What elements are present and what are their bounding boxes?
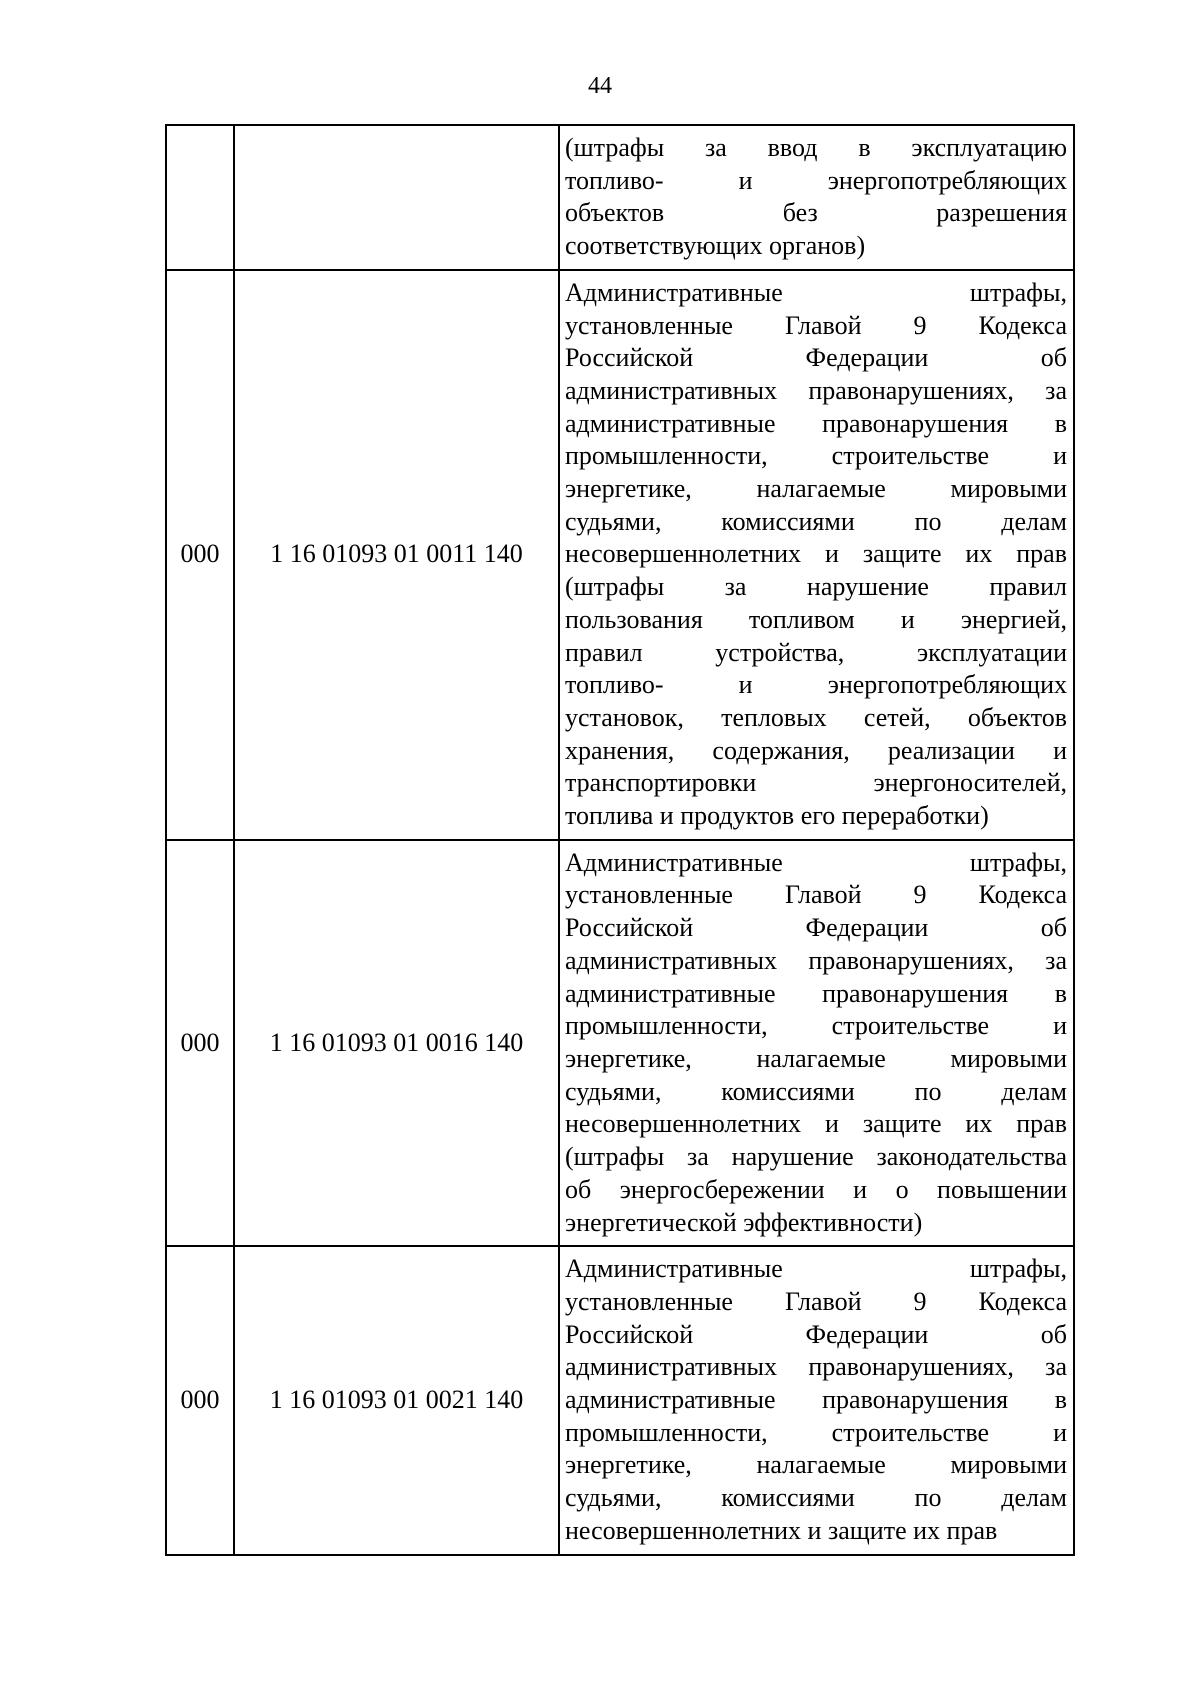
revenue-name-line: промышленности, строительстве и bbox=[565, 441, 1067, 471]
revenue-name-cell bbox=[559, 840, 1074, 1246]
revenue-name-cell bbox=[559, 1246, 1074, 1554]
page-number: 44 bbox=[588, 73, 612, 99]
budget-classification-code-cell: 1 16 01093 01 0016 140 bbox=[234, 840, 559, 1246]
table-body bbox=[166, 125, 1074, 1555]
revenue-name-line: Административные штрафы, bbox=[565, 1254, 1067, 1284]
revenue-name-line: топлива и продуктов его переработки) bbox=[565, 801, 989, 831]
admin-code-cell bbox=[166, 125, 234, 270]
revenue-name-line: административные правонарушения в bbox=[565, 1385, 1067, 1415]
revenue-name-line: объектов без разрешения bbox=[565, 198, 1067, 228]
revenue-name-line: несовершеннолетних и защите их прав bbox=[565, 1109, 1067, 1139]
revenue-name-line: установленные Главой 9 Кодекса bbox=[565, 1286, 1067, 1316]
revenue-name-line: топливо- и энергопотребляющих bbox=[565, 670, 1067, 700]
table-row bbox=[166, 1246, 1074, 1554]
revenue-name-line: энергетической эффективности) bbox=[565, 1207, 923, 1237]
revenue-name-line: транспортировки энергоносителей, bbox=[565, 768, 1067, 798]
table-row bbox=[166, 125, 1074, 270]
revenue-name-line: установленные Главой 9 Кодекса bbox=[565, 880, 1067, 910]
budget-classification-code-cell: 1 16 01093 01 0011 140 bbox=[234, 270, 559, 840]
revenue-name-line: промышленности, строительстве и bbox=[565, 1417, 1067, 1447]
revenue-name-line: об энергосбережении и о повышении bbox=[565, 1174, 1067, 1204]
admin-code-cell: 000 bbox=[166, 1246, 234, 1554]
revenue-name-line: административных правонарушениях, за bbox=[565, 375, 1067, 405]
table-row bbox=[166, 840, 1074, 1246]
revenue-name-line: Административные штрафы, bbox=[565, 277, 1067, 307]
revenue-name-line: административные правонарушения в bbox=[565, 408, 1067, 438]
revenue-name-line: соответствующих органов) bbox=[565, 231, 866, 261]
revenue-name-line: установленные Главой 9 Кодекса bbox=[565, 310, 1067, 340]
budget-classification-code-cell: 1 16 01093 01 0021 140 bbox=[234, 1246, 559, 1554]
revenue-name-line: несовершеннолетних и защите их прав bbox=[565, 539, 1067, 569]
revenue-name-line: судьями, комиссиями по делам bbox=[565, 1483, 1067, 1513]
revenue-name-line: (штрафы за ввод в эксплуатацию bbox=[565, 133, 1067, 162]
revenue-name-line: хранения, содержания, реализации и bbox=[565, 735, 1067, 765]
revenue-name-line: установок, тепловых сетей, объектов bbox=[565, 702, 1067, 732]
revenue-name-line: Административные штрафы, bbox=[565, 847, 1067, 877]
revenue-name-line: Российской Федерации об bbox=[565, 913, 1067, 943]
revenue-name-cell bbox=[559, 270, 1074, 840]
revenue-name-line: энергетике, налагаемые мировыми bbox=[565, 1043, 1067, 1073]
revenue-name-cell bbox=[559, 125, 1074, 270]
revenue-name-line: Российской Федерации об bbox=[565, 1319, 1067, 1349]
revenue-name-line: (штрафы за нарушение правил bbox=[565, 572, 1067, 602]
revenue-name-line: административных правонарушениях, за bbox=[565, 1352, 1067, 1382]
admin-code-cell: 000 bbox=[166, 270, 234, 840]
revenue-name-line: энергетике, налагаемые мировыми bbox=[565, 1450, 1067, 1480]
revenue-name-line: правил устройства, эксплуатации bbox=[565, 637, 1067, 667]
budget-classification-code-cell bbox=[234, 125, 559, 270]
revenue-name-line: (штрафы за нарушение законодательства bbox=[565, 1142, 1067, 1172]
revenue-name-line: топливо- и энергопотребляющих bbox=[565, 165, 1067, 195]
admin-code-cell: 000 bbox=[166, 840, 234, 1246]
revenue-name-line: промышленности, строительстве и bbox=[565, 1011, 1067, 1041]
budget-codes-table bbox=[165, 124, 1075, 1556]
revenue-name-line: несовершеннолетних и защите их прав bbox=[565, 1515, 998, 1545]
table-row bbox=[166, 270, 1074, 840]
revenue-name-line: пользования топливом и энергией, bbox=[565, 604, 1067, 634]
revenue-name-line: Российской Федерации об bbox=[565, 343, 1067, 373]
revenue-name-line: судьями, комиссиями по делам bbox=[565, 1076, 1067, 1106]
revenue-name-line: энергетике, налагаемые мировыми bbox=[565, 474, 1067, 504]
revenue-name-line: административных правонарушениях, за bbox=[565, 945, 1067, 975]
revenue-name-line: судьями, комиссиями по делам bbox=[565, 506, 1067, 536]
revenue-name-line: административные правонарушения в bbox=[565, 978, 1067, 1008]
